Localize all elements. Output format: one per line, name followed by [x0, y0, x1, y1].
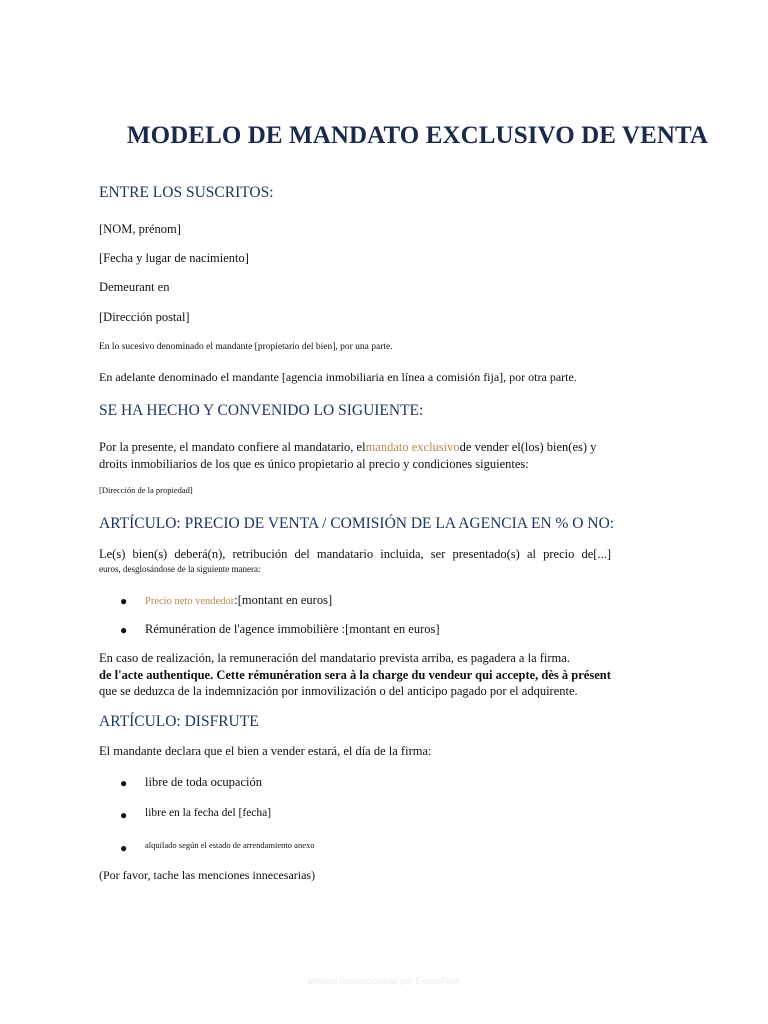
price-line-1: Le(s) bien(s) deberá(n), retribución del mandatario incluida, ser presentado(s) al precio de[...]	[99, 547, 611, 561]
party-name-placeholder: [NOM, prénom]	[99, 222, 181, 236]
net-price-value: :[montant en euros]	[234, 593, 333, 607]
agreement-line-2: droits inmobiliarios de los que es único propietario al precio y condiciones siguientes:	[99, 457, 529, 471]
property-address-placeholder: [Dirección de la propiedad]	[99, 485, 193, 495]
enjoyment-heading: ARTÍCULO: DISFRUTE	[99, 713, 259, 730]
strike-note: (Por favor, tache las menciones innecesarias)	[99, 868, 316, 882]
agreement-line-1-start: Por la presente, el mandato confiere al mandatario, el	[99, 440, 366, 454]
bullet-dot: ●	[120, 841, 128, 855]
mandante-owner-text: En lo sucesivo denominado el mandante [propietario del bien], por una parte.	[99, 342, 393, 352]
remuneration-line-1: En caso de realización, la remuneración del mandatario prevista arriba, es pagadera a la firma.	[99, 651, 570, 665]
party-address-placeholder: [Dirección postal]	[99, 310, 190, 324]
bullet-dot: ●	[120, 776, 128, 790]
net-price-item	[145, 593, 332, 608]
bullet-dot: ●	[120, 808, 128, 822]
bullet-dot: ●	[120, 623, 128, 637]
party-residing-label: Demeurant en	[99, 280, 170, 294]
remuneration-line-2: de l'acte authentique. Cette rémunération sera à la charge du vendeur qui accepte, dès à présent	[99, 668, 611, 682]
option-free-on-date: libre en la fecha del [fecha]	[145, 807, 272, 819]
parties-heading: ENTRE LOS SUSCRITOS:	[99, 184, 274, 201]
price-line-2: euros, desglosándose de la siguiente manera:	[99, 564, 261, 574]
party-birth-placeholder: [Fecha y lugar de nacimiento]	[99, 251, 249, 265]
agreement-line-1	[99, 440, 596, 455]
option-free-occupation: libre de toda ocupación	[145, 775, 262, 789]
option-rented: alquilado según el estado de arrendamiento anexo	[145, 840, 315, 850]
remuneration-line-3: que se deduzca de la indemnización por inmovilización o del anticipo pagado por el adquirente.	[99, 684, 578, 698]
agency-fee-item: Rémunération de l'agence immobilière :[montant en euros]	[145, 622, 440, 636]
document-title: MODELO DE MANDATO EXCLUSIVO DE VENTA	[126, 122, 709, 149]
agreement-line-1-end: de vender el(los) bien(es) y	[459, 440, 597, 454]
exclusive-mandate-highlight: mandato exclusivo	[365, 440, 460, 454]
price-paragraph	[99, 546, 611, 563]
bullet-dot: ●	[120, 594, 128, 608]
agreement-heading: SE HA HECHO Y CONVENIDO LO SIGUIENTE:	[99, 402, 424, 419]
footer-watermark: Modelo proporcionado por ExpertFlow	[307, 976, 461, 986]
mandante-agency-text: En adelante denominado el mandante [agencia inmobiliaria en línea a comisión fija], por otra parte.	[99, 370, 577, 384]
enjoyment-intro: El mandante declara que el bien a vender estará, el día de la firma:	[99, 744, 432, 758]
net-price-label: Precio neto vendedor	[145, 596, 235, 607]
price-heading: ARTÍCULO: PRECIO DE VENTA / COMISIÓN DE LA AGENCIA EN % O NO:	[99, 515, 615, 532]
